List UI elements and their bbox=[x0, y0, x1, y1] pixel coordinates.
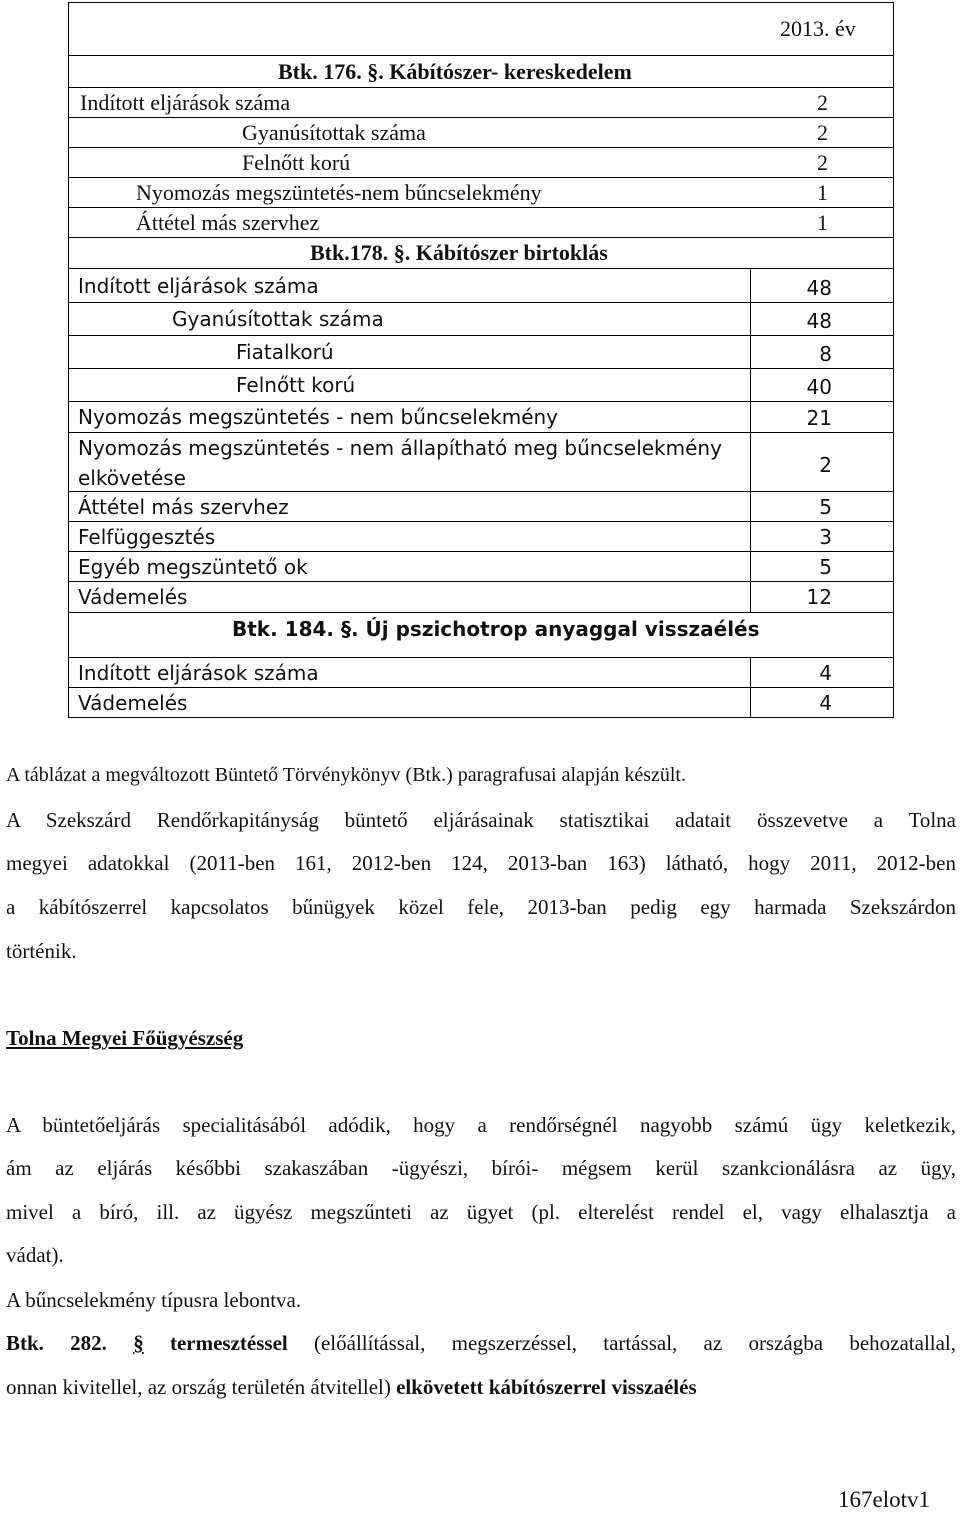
btk-ref: Btk. 282. bbox=[6, 1331, 107, 1355]
table-row-value: 4 bbox=[819, 661, 832, 685]
table-row-label: Gyanúsítottak száma bbox=[242, 120, 426, 145]
text-line: megyei adatokkal (2011-ben 161, 2012-ben 124, 2013-ban 163) látható, hogy 2011, 2012-ben bbox=[6, 851, 956, 875]
table-row-label: Felnőtt korú bbox=[242, 150, 351, 175]
row-line bbox=[68, 551, 894, 552]
table-row-label: Fiatalkorú bbox=[236, 340, 334, 364]
text-span: (előállítással, megszerzéssel, tartással, az országba behozatallal, bbox=[287, 1331, 957, 1355]
table-row-value: 40 bbox=[806, 375, 832, 399]
row-line bbox=[68, 207, 894, 208]
table-row-label: Nyomozás megszüntetés - nem állapítható meg bűncselekmény bbox=[78, 436, 722, 460]
table-row-value: 1 bbox=[817, 210, 828, 235]
table-row-label: Áttétel más szervhez bbox=[136, 210, 320, 235]
row-line bbox=[68, 335, 894, 336]
text-line: A büntetőeljárás specialitásából adódik, hogy a rendőrségnél nagyobb számú ügy keletkezik, bbox=[6, 1113, 956, 1137]
text-line: A bűncselekmény típusra lebontva. bbox=[6, 1288, 302, 1312]
page-number: 167elotv1 bbox=[838, 1487, 930, 1512]
table-row-label: Nyomozás megszüntetés-nem bűncselekmény bbox=[136, 180, 542, 205]
row-line bbox=[68, 302, 894, 303]
text-line: vádat). bbox=[6, 1243, 64, 1267]
row-line bbox=[68, 612, 894, 613]
text-line: a kábítószerrel kapcsolatos bűnügyek közel fele, 2013-ban pedig egy harmada Szekszárdon bbox=[6, 895, 956, 919]
table-row-value: 48 bbox=[806, 276, 832, 300]
row-line bbox=[68, 237, 894, 238]
row-line bbox=[68, 177, 894, 178]
row-line bbox=[68, 657, 894, 658]
table-row-value: 4 bbox=[819, 691, 832, 715]
row-line bbox=[68, 432, 894, 433]
row-line bbox=[68, 117, 894, 118]
table-note: A táblázat a megváltozott Büntető Törvénykönyv (Btk.) paragrafusai alapján készült. bbox=[6, 764, 686, 786]
section3-heading: Btk. 184. §. Új pszichotrop anyaggal visszaélés bbox=[232, 617, 760, 641]
text-line: történik. bbox=[6, 939, 77, 963]
bold-term: elkövetett kábítószerrel visszaélés bbox=[396, 1375, 697, 1399]
table-row-label: Felnőtt korú bbox=[236, 373, 356, 397]
text-line: A Szekszárd Rendőrkapitányság büntető eljárásainak statisztikai adatait összevetve a Tolna bbox=[6, 808, 956, 832]
table-row-value: 2 bbox=[817, 90, 828, 115]
table-row-value: 8 bbox=[819, 342, 832, 366]
row-line bbox=[68, 268, 894, 269]
text-line: mivel a bíró, ill. az ügyész megszűnteti az ügyet (pl. elterelést rendel el, vagy elhalasztja a bbox=[6, 1200, 956, 1224]
table-row-label: Indított eljárások száma bbox=[78, 661, 319, 685]
table-divider bbox=[68, 55, 894, 56]
column-divider bbox=[750, 268, 751, 612]
table-row-label: Indított eljárások száma bbox=[78, 274, 319, 298]
table-row-label: Egyéb megszüntető ok bbox=[78, 555, 308, 579]
row-line bbox=[68, 581, 894, 582]
table-row-value: 12 bbox=[806, 585, 832, 609]
table-row-value: 2 bbox=[817, 120, 828, 145]
table-row-value: 48 bbox=[806, 309, 832, 333]
text-line: ám az eljárás későbbi szakaszában -ügyészi, bírói- mégsem kerül szankcionálásra az ügy, bbox=[6, 1156, 956, 1180]
row-line bbox=[68, 368, 894, 369]
table-row-label: Áttétel más szervhez bbox=[78, 495, 289, 519]
table-row-label: Indított eljárások száma bbox=[80, 90, 291, 115]
row-line bbox=[68, 147, 894, 148]
table-row-value: 2 bbox=[817, 150, 828, 175]
bold-term: termesztéssel bbox=[169, 1331, 288, 1355]
table-row-value: 5 bbox=[819, 555, 832, 579]
table-row-value: 21 bbox=[806, 406, 832, 430]
paragraph-btk282-line2 bbox=[6, 1377, 697, 1398]
text-span: onnan kivitellel, az ország területén átvitellel) bbox=[6, 1375, 397, 1399]
row-line bbox=[68, 87, 894, 88]
paragraph-btk282 bbox=[6, 1333, 956, 1354]
section-title: Tolna Megyei Főügyészség bbox=[6, 1026, 244, 1050]
table-row-value: 1 bbox=[817, 180, 828, 205]
table-row-value: 5 bbox=[819, 495, 832, 519]
table-row-label: Vádemelés bbox=[78, 585, 188, 609]
row-line bbox=[68, 491, 894, 492]
table-row-value: 2 bbox=[819, 453, 832, 477]
section-sign: § bbox=[133, 1331, 144, 1355]
table-row-label: Felfüggesztés bbox=[78, 525, 216, 549]
year-label: 2013. év bbox=[780, 16, 856, 41]
section1-heading: Btk. 176. §. Kábítószer- kereskedelem bbox=[278, 59, 632, 84]
table-row-label: Nyomozás megszüntetés - nem bűncselekmény bbox=[78, 405, 559, 429]
section2-heading: Btk.178. §. Kábítószer birtoklás bbox=[310, 240, 608, 265]
row-line bbox=[68, 687, 894, 688]
table-row-value: 3 bbox=[819, 525, 832, 549]
row-line bbox=[68, 521, 894, 522]
table-row-label: Vádemelés bbox=[78, 691, 188, 715]
table-row-label: Gyanúsítottak száma bbox=[172, 307, 384, 331]
row-line bbox=[68, 401, 894, 402]
table-row-label-cont: elkövetése bbox=[78, 466, 186, 490]
